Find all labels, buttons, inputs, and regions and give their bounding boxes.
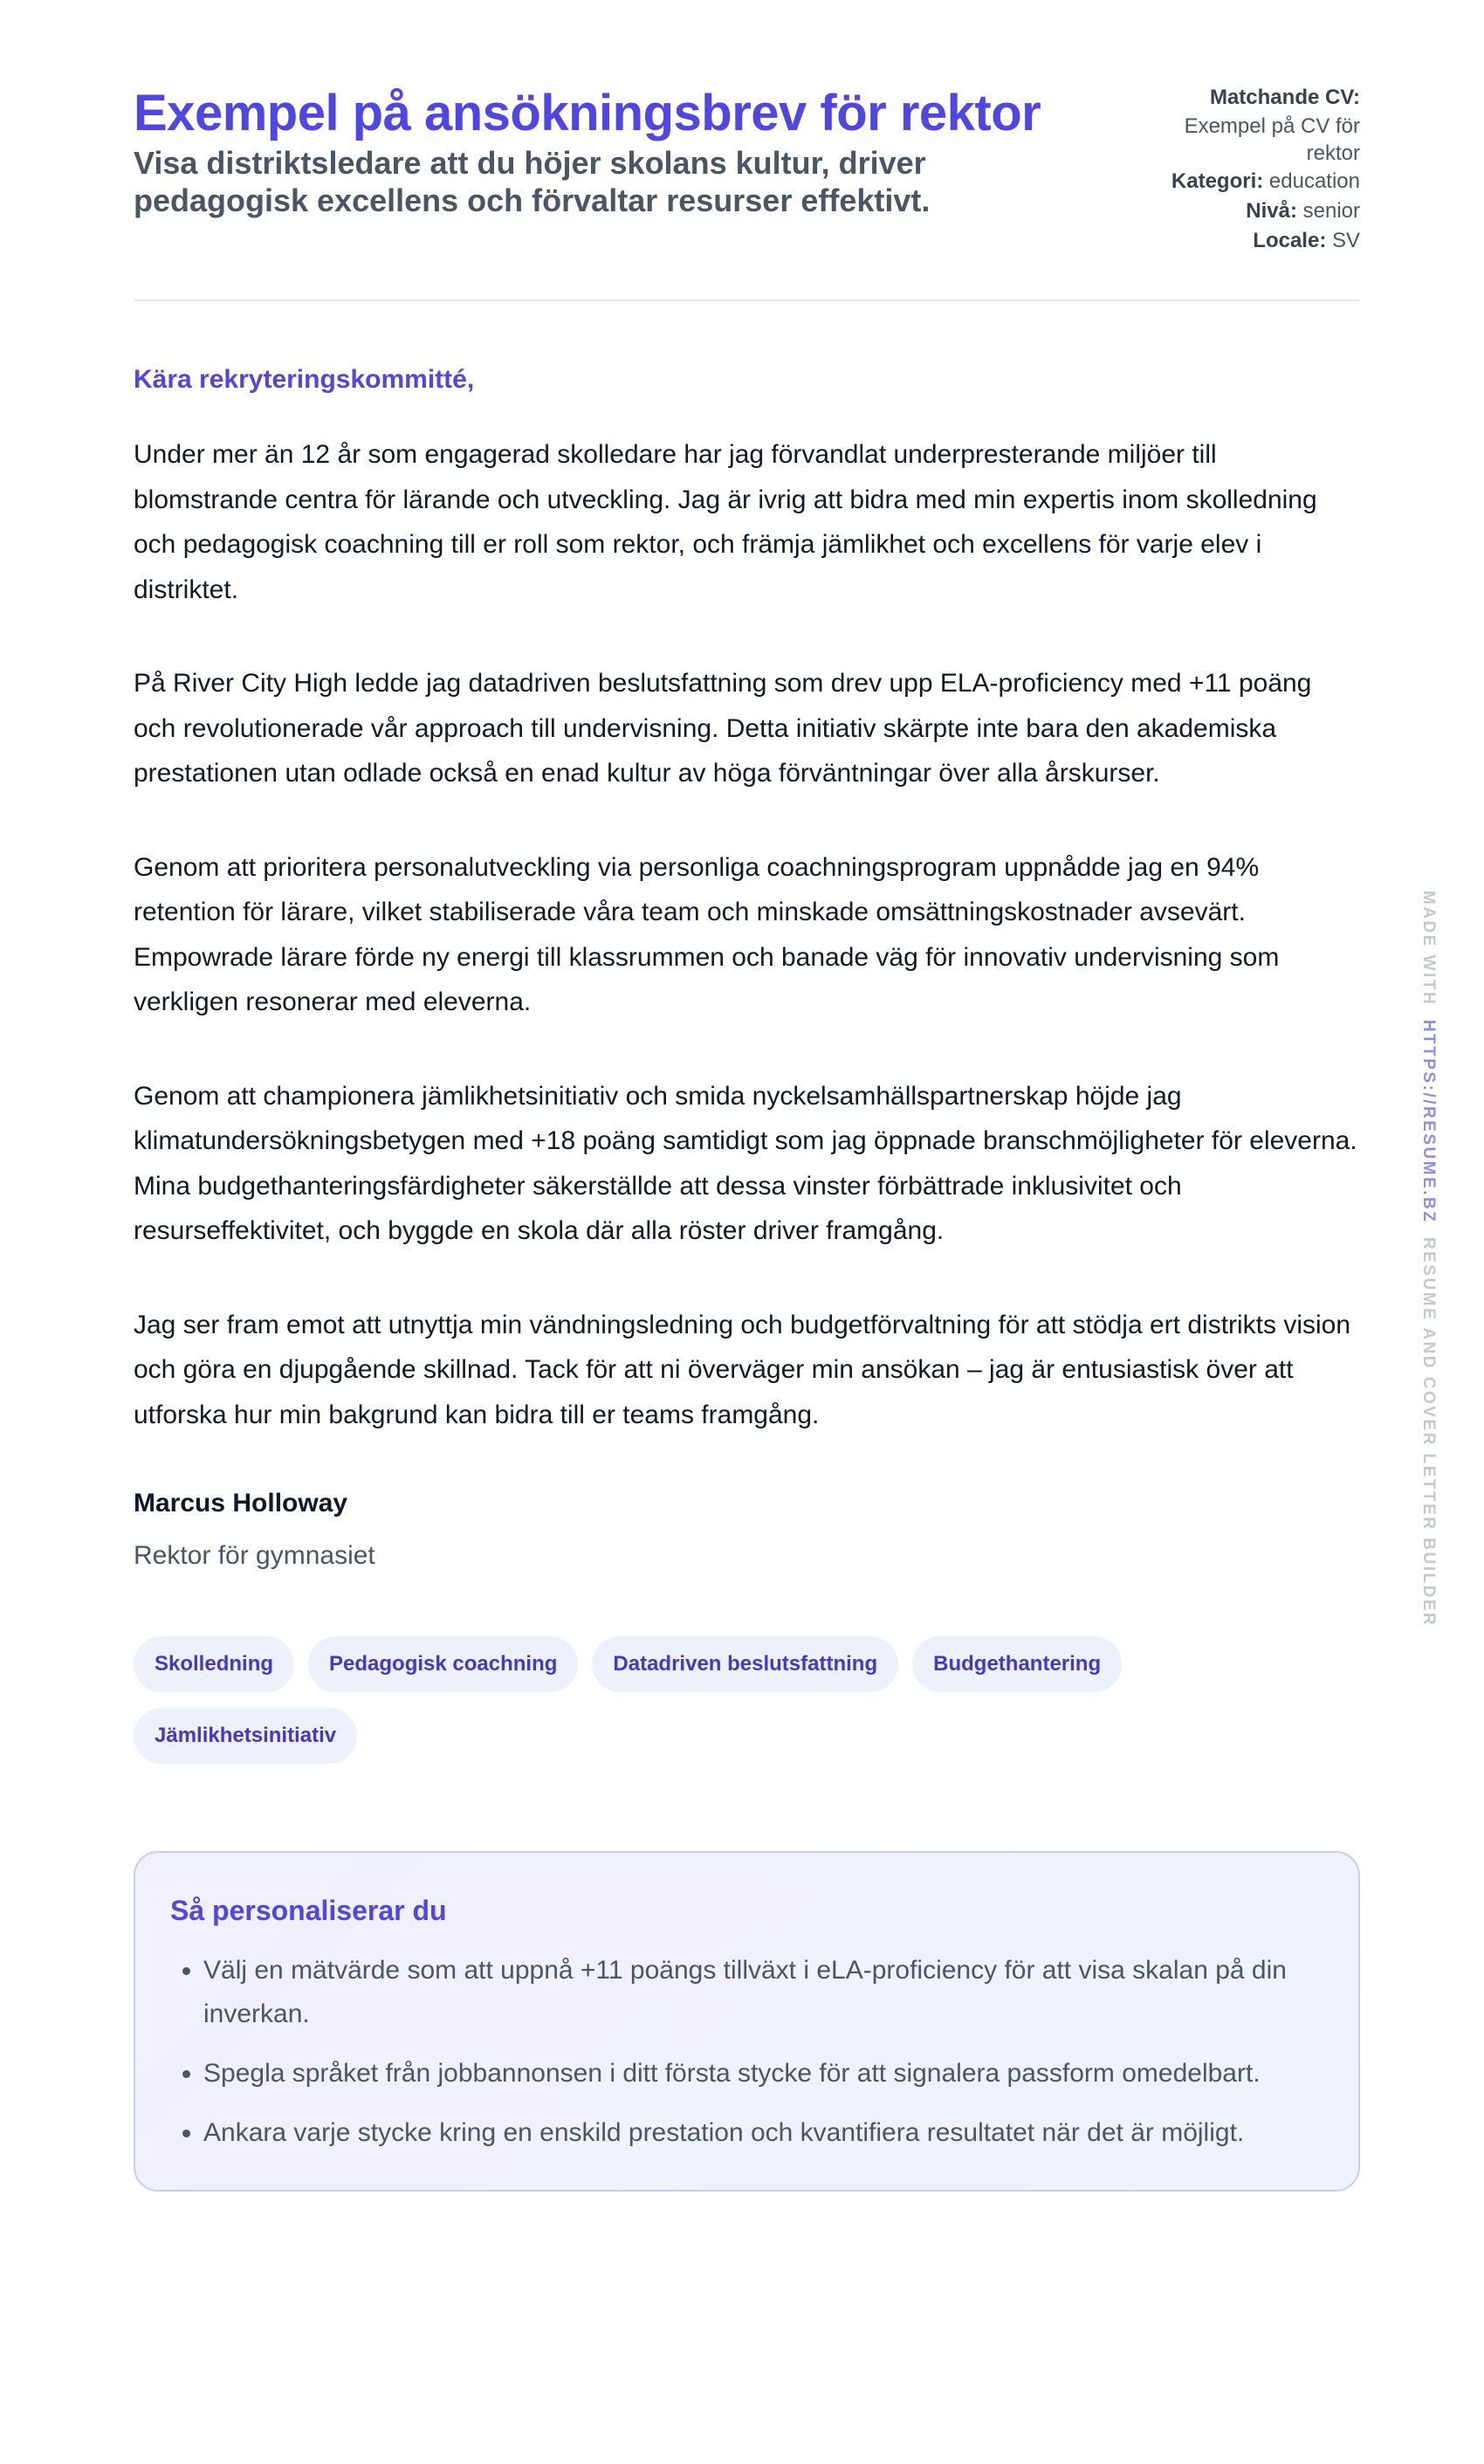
skill-tag: Jämlikhetsinitiativ bbox=[134, 1708, 357, 1764]
skill-tag: Pedagogisk coachning bbox=[308, 1636, 578, 1692]
meta-category-value: education bbox=[1268, 169, 1360, 193]
letter-paragraph: På River City High ledde jag datadriven beslutsfattning som drev upp ELA-proficiency med +11 poäng och revolutionerade vår approach till undervisning. Detta initiativ skärpte inte bara den akademiska prestationen utan odlade också en enad kultur av höga förväntningar över alla årskurser. bbox=[134, 669, 1312, 788]
meta-locale-value: SV bbox=[1331, 229, 1360, 252]
meta-matching-cv-label: Matchande CV: bbox=[1209, 86, 1360, 109]
side-watermark bbox=[1419, 891, 1438, 1627]
header-titles bbox=[134, 83, 1094, 219]
tips-title: Så personaliserar du bbox=[170, 1895, 447, 1926]
page-title: Exempel på ansökningsbrev för rektor bbox=[134, 85, 1041, 141]
letter-body bbox=[134, 301, 1360, 1573]
meta-level bbox=[1133, 196, 1360, 226]
watermark-link[interactable]: HTTPS://RESUME.BZ bbox=[1419, 1019, 1438, 1224]
letter-paragraph: Under mer än 12 år som engagerad skolledare har jag förvandlat underpresterande miljöer till blomstrande centra för lärande och utveckling. Jag är ivrig att bidra med min expertis inom skolledning och pedagogisk coachning till er roll som rektor, och främja jämlikhet och excellens för varje elev i distriktet. bbox=[134, 440, 1317, 604]
signature-name: Marcus Holloway bbox=[134, 1489, 348, 1518]
skill-tags bbox=[134, 1636, 1181, 1764]
meta-locale-label: Locale: bbox=[1253, 229, 1327, 252]
signature-role: Rektor för gymnasiet bbox=[134, 1541, 375, 1570]
watermark-suffix: RESUME AND COVER LETTER BUILDER bbox=[1419, 1236, 1438, 1628]
personalization-tips-box bbox=[134, 1851, 1360, 2192]
salutation: Kära rekryteringskommitté, bbox=[134, 365, 475, 394]
letter-paragraph: Genom att prioritera personalutveckling via personliga coachningsprogram uppnådde jag en 94% retention för lärare, vilket stabiliserade våra team och minskade omsättningskostnader avsevärt. Empowrade lärare förde ny energi till klassrummen och banade väg för innovativ undervisning som verkligen resonerar med eleverna. bbox=[134, 852, 1280, 1016]
meta-category-label: Kategori: bbox=[1171, 169, 1264, 193]
skill-tag: Budgethantering bbox=[912, 1636, 1122, 1692]
letter-paragraph: Genom att championera jämlikhetsinitiativ och smida nyckelsamhällspartnerskap höjde jag klimatundersökningsbetygen med +18 poäng samtidigt som jag öppnade branschmöjligheter för eleverna. Mina budgethanteringsfärdigheter säkerställde att dessa vinster förbättrade inklusivitet och resurseffektivitet, och byggde en skola där alla röster driver framgång. bbox=[134, 1081, 1357, 1245]
meta-panel bbox=[1133, 83, 1360, 256]
tip-item: • Välj en mätvärde som att uppnå +11 poängs tillväxt i eLA-proficiency för att visa skalan på din inverkan. bbox=[203, 1949, 1323, 2036]
page-header bbox=[134, 83, 1360, 301]
meta-level-label: Nivå: bbox=[1246, 199, 1297, 223]
meta-level-value: senior bbox=[1302, 199, 1360, 223]
meta-locale bbox=[1133, 226, 1360, 256]
page-subtitle: Visa distriktsledare att du höjer skolans kultur, driver pedagogisk excellens och förvaltar resurser effektivt. bbox=[134, 145, 931, 218]
meta-matching-cv-link[interactable]: Exempel på CV för rektor bbox=[1184, 114, 1360, 165]
meta-category bbox=[1133, 167, 1360, 196]
tips-list bbox=[170, 1949, 1323, 2155]
skill-tag: Skolledning bbox=[134, 1636, 294, 1692]
tip-item: • Spegla språket från jobbannonsen i ditt första stycke för att signalera passform omedelbart. bbox=[203, 2052, 1323, 2096]
skill-tag: Datadriven beslutsfattning bbox=[592, 1636, 898, 1692]
tip-item: • Ankara varje stycke kring en enskild prestation och kvantifiera resultatet när det är möjligt. bbox=[203, 2111, 1323, 2155]
letter-paragraph: Jag ser fram emot att utnyttja min vändningsledning och budgetförvaltning för att stödja ert distrikts vision och göra en djupgående skillnad. Tack för att ni överväger min ansökan – jag är entusiastisk över att utforska hur min bakgrund kan bidra till er teams framgång. bbox=[134, 1310, 1351, 1429]
cover-letter-page bbox=[134, 83, 1360, 2192]
watermark-prefix: MADE WITH bbox=[1419, 891, 1438, 1007]
